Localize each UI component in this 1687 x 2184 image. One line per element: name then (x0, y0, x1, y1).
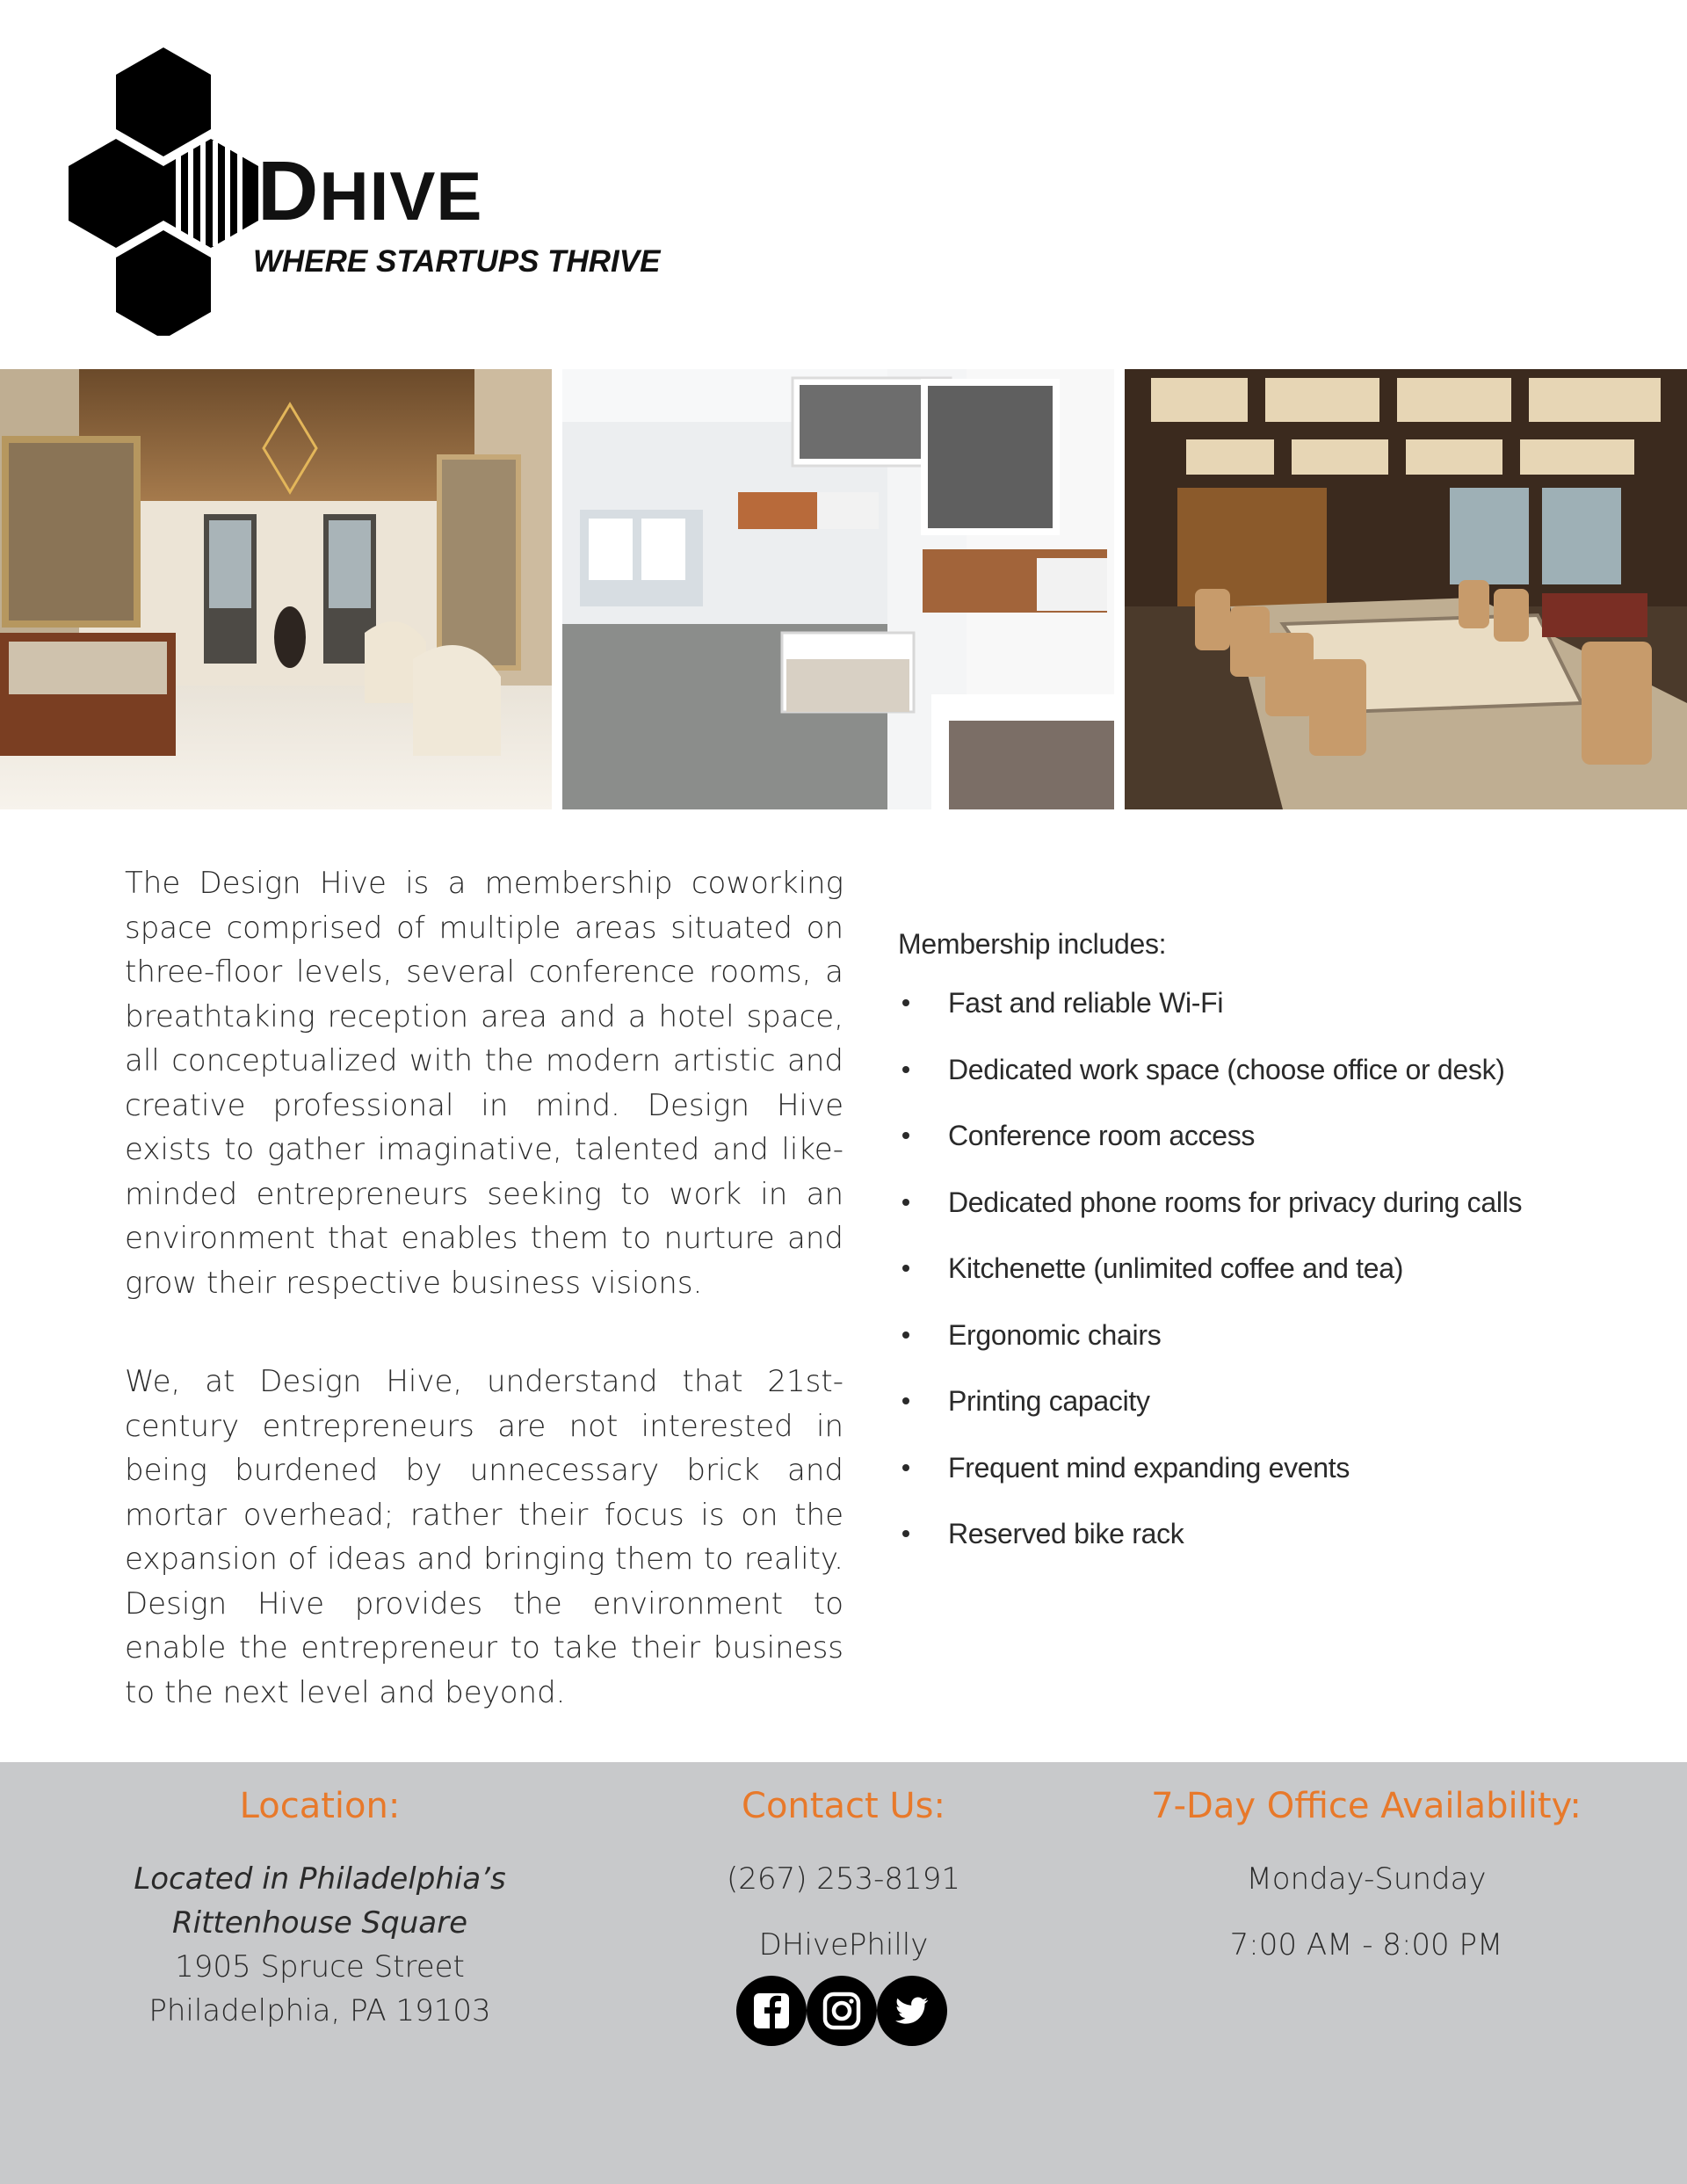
list-item: Fast and reliable Wi-Fi (898, 985, 1654, 1052)
intro-text (125, 861, 844, 1769)
contact-phone[interactable]: (267) 253-8191 (727, 1861, 960, 1897)
contact-section (668, 1762, 1019, 1967)
twitter-icon[interactable] (877, 1976, 947, 2046)
list-item: Reserved bike rack (898, 1516, 1654, 1583)
office-workspace-photo (562, 369, 1114, 809)
intro-paragraph-2: We, at Design Hive, understand that 21st- century entrepreneurs are not interested in being burdened by unnecessary brick and mortar overhead; rather their focus is on the expansion of ideas and bringing them to reality. Design Hive provides the environment to enable the entrepreneur to take their business to the next level and beyond. (125, 1364, 844, 1710)
membership-lead: Membership includes: (898, 928, 1167, 960)
conference-room-photo (1125, 369, 1687, 809)
list-item: Conference room access (898, 1118, 1654, 1185)
list-item: Printing capacity (898, 1383, 1654, 1450)
location-section (56, 1762, 583, 2033)
intro-paragraph-1: The Design Hive is a membership coworking space comprised of multiple areas situated on three-floor levels, several conference rooms, a breathtaking reception area and a hotel space, all conceptualized with the modern artistic and creative professional in mind. Design Hive exists to gather imaginative, talented and like-minded entrepreneurs seeking to work in an environment that enables them to nurture and grow their respective business visions. (125, 866, 844, 1301)
brand-logo (69, 46, 661, 336)
instagram-icon[interactable] (807, 1976, 877, 2046)
brand-tagline: WHERE STARTUPS THRIVE (253, 244, 661, 279)
address-street: 1905 Spruce Street (175, 1949, 465, 1984)
location-line-2: Rittenhouse Square (172, 1905, 467, 1941)
contact-heading: Contact Us: (742, 1786, 945, 1826)
location-line-1: Located in Philadelphia’s (134, 1861, 506, 1897)
brand-wordmark: DHIVE (257, 144, 483, 238)
footer (0, 1762, 1687, 2184)
social-handle: DHivePhilly (758, 1927, 929, 1963)
membership-features (898, 928, 1654, 1583)
reception-room-photo (0, 369, 552, 809)
hours-heading: 7-Day Office Availability: (1151, 1786, 1582, 1826)
location-heading: Location: (239, 1786, 401, 1826)
hours-section (1103, 1762, 1630, 1967)
list-item: Frequent mind expanding events (898, 1450, 1654, 1517)
social-links (736, 1976, 947, 2048)
facebook-icon[interactable] (736, 1976, 807, 2046)
address-city: Philadelphia, PA 19103 (148, 1993, 491, 2028)
list-item: Ergonomic chairs (898, 1317, 1654, 1384)
hours-time: 7:00 AM - 8:00 PM (1229, 1927, 1503, 1963)
list-item: Dedicated work space (choose office or desk) (898, 1052, 1654, 1119)
hours-days: Monday-Sunday (1246, 1861, 1487, 1897)
list-item: Kitchenette (unlimited coffee and tea) (898, 1251, 1654, 1317)
membership-list (898, 985, 1654, 1583)
list-item: Dedicated phone rooms for privacy during calls (898, 1185, 1654, 1252)
